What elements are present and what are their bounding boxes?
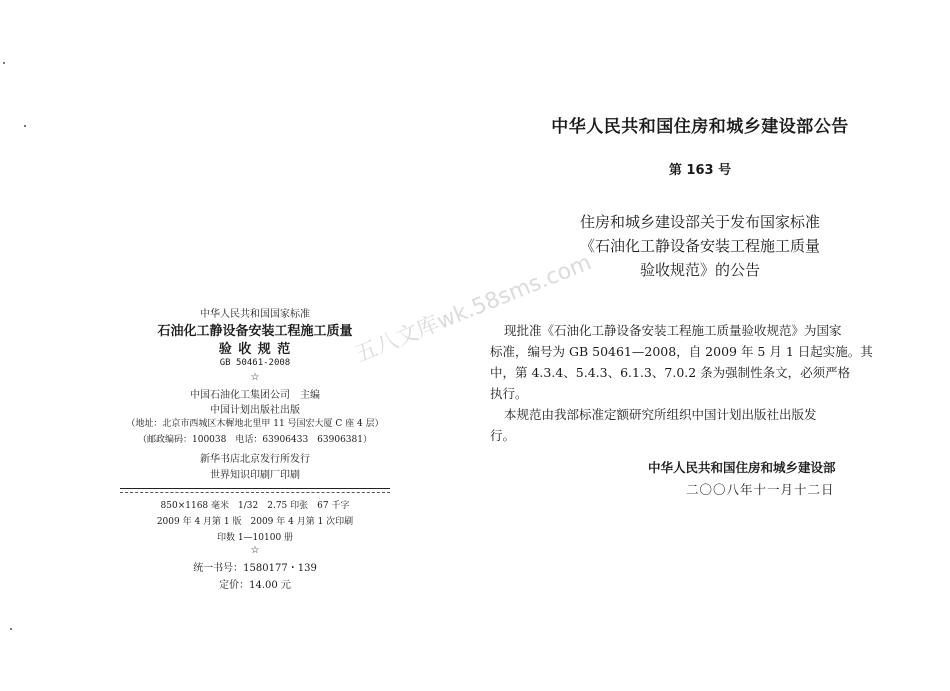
announcement: [490, 112, 910, 512]
paragraph-line: 现批准《石油化工静设备安装工程施工质量验收规范》为国家: [504, 323, 842, 338]
colophon-isbn: 统一书号：1580177・139: [193, 563, 317, 574]
paragraph-line: 中，第 4.3.4、5.4.3、6.1.3、7.0.2 条为强制性条文，必须严格: [490, 365, 851, 380]
paragraph-line: 标准，编号为 GB 50461—2008，自 2009 年 5 月 1 日起实施。其: [490, 344, 873, 359]
colophon-divider: [120, 488, 390, 489]
announcement-paragraph-2: [490, 404, 894, 446]
star-icon: ☆: [250, 372, 260, 383]
announcement-date: 二〇〇八年十一月十二日: [686, 482, 835, 497]
colophon-edition: 2009 年 4 月第 1 版 2009 年 4 月第 1 次印刷: [156, 517, 354, 527]
announcement-paragraph-1: [490, 320, 894, 404]
colophon-format: 850×1168 毫米 1/32 2.75 印张 67 千字: [160, 501, 350, 511]
colophon-printer: 世界知识印刷厂印刷: [210, 470, 300, 481]
announcement-signer: 中华人民共和国住房和城乡建设部: [648, 460, 836, 475]
announcement-subtitle-line: 住房和城乡建设部关于发布国家标准: [579, 213, 820, 231]
colophon-address: （地址：北京市西城区木樨地北里甲 11 号国宏大厦 C 座 4 层）: [126, 419, 384, 429]
announcement-subtitle-line: 《石油化工静设备安装工程施工质量: [579, 237, 820, 255]
colophon-title: 石油化工静设备安装工程施工质量: [157, 324, 353, 339]
announcement-subtitle-line: 验收规范》的公告: [639, 261, 760, 279]
paragraph-line: 执行。: [490, 386, 528, 401]
paragraph-line: 行。: [490, 428, 516, 443]
colophon-price: 定价：14.00 元: [219, 580, 291, 591]
colophon-editor: 中国石油化工集团公司 主编: [190, 390, 320, 401]
colophon-distributor: 新华书店北京发行所发行: [200, 454, 310, 465]
colophon-postal: （邮政编码：100038 电话：63906433 63906381）: [138, 435, 372, 445]
colophon: [120, 300, 390, 600]
watermark: 五八文库wk.58sms.com: [351, 250, 595, 368]
scan-speck: [24, 125, 26, 127]
paragraph-line: 本规范由我部标准定额研究所组织中国计划出版社出版发: [504, 407, 817, 422]
star-icon: ☆: [250, 545, 260, 556]
colophon-print-count: 印数 1—10100 册: [216, 533, 294, 543]
colophon-series: 中华人民共和国国家标准: [200, 309, 310, 320]
scan-speck: [3, 62, 5, 64]
announcement-subtitle: [490, 210, 910, 282]
colophon-divider-dashed: [120, 492, 390, 493]
scan-speck: [10, 628, 12, 630]
colophon-title-2: 验 收 规 范: [218, 342, 292, 357]
announcement-heading: 中华人民共和国住房和城乡建设部公告: [551, 117, 849, 137]
colophon-code: GB 50461-2008: [219, 358, 291, 368]
announcement-number: 第 163 号: [668, 163, 732, 178]
colophon-publisher: 中国计划出版社出版: [210, 405, 300, 416]
